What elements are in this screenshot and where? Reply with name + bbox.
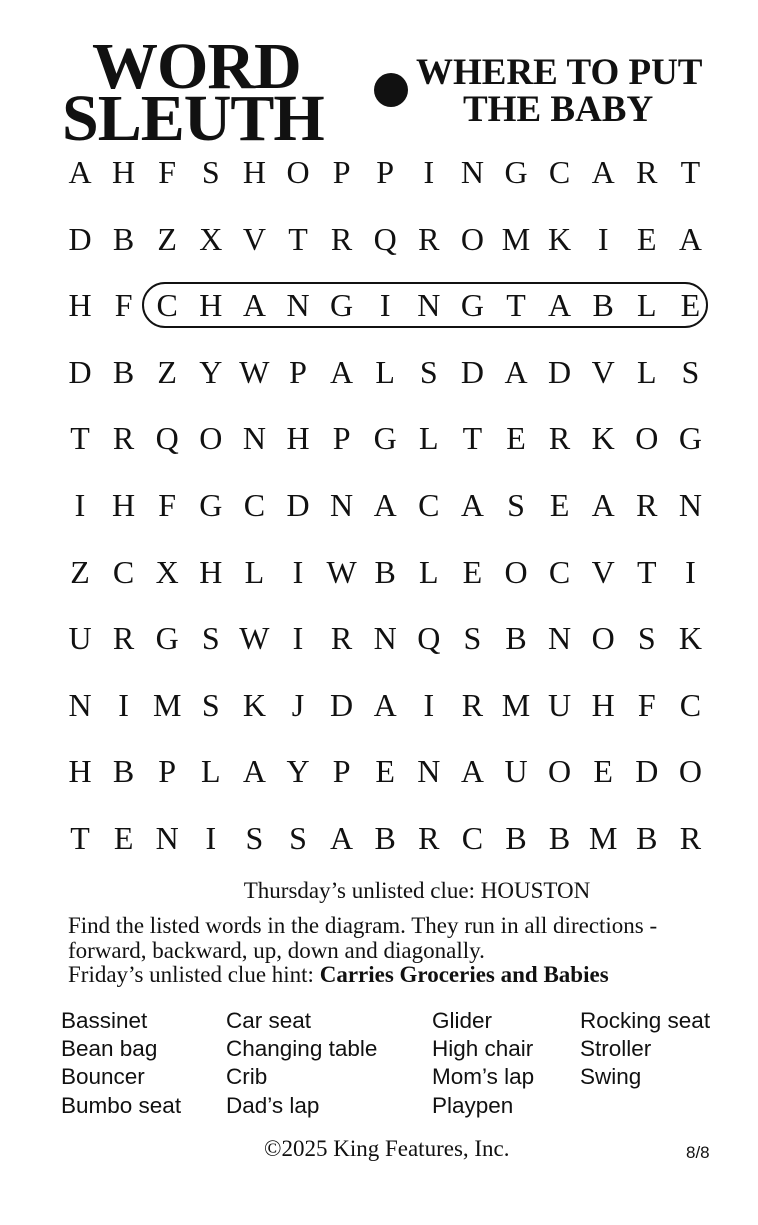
grid-letter: X [155,553,179,590]
theme-line-2: THE BABY [463,89,654,130]
word-list-item: Crib [226,1064,268,1090]
grid-letter: T [462,420,483,457]
grid-letter: S [419,353,438,390]
grid-letter: N [678,487,702,523]
grid-letter: R [418,820,440,856]
grid-letter: G [460,287,484,324]
grid-letter: C [461,820,484,856]
grid-letter: Q [373,220,397,257]
grid-letter: M [501,686,531,723]
grid-letter: B [374,820,396,856]
grid-letter: A [591,154,615,190]
instructions [68,914,657,988]
grid-letter: E [462,553,483,590]
grid-letter: W [326,553,357,590]
grid-letter: K [678,620,702,657]
grid-letter: B [505,620,527,657]
grid-letter: E [593,753,613,790]
grid-letter: D [548,353,572,390]
grid-letter: I [423,154,435,190]
grid-letter: K [242,686,266,723]
grid-letter: S [289,820,307,856]
grid-letter: N [417,753,441,790]
grid-letter: P [158,753,177,790]
grid-letter: A [460,753,484,790]
grid-letter: T [70,820,90,856]
grid-letter: O [504,553,528,590]
grid-letter: T [680,154,701,190]
grid-letter: R [636,487,658,523]
grid-letter: B [636,820,658,856]
unlisted-clue [0,878,758,904]
grid-letter: A [242,753,266,790]
grid-letter: R [112,420,135,457]
copyright: ©2025 King Features, Inc. [264,1136,510,1161]
grid-letter: B [592,287,614,324]
grid-letter: H [68,287,92,324]
grid-letter: O [635,420,659,457]
grid-letter: K [591,420,615,457]
grid-letter: C [418,487,440,523]
grid-letter: N [155,820,179,856]
grid-letter: D [330,686,354,723]
grid-letter: P [332,753,351,790]
grid-letter: S [637,620,656,657]
grid-letter: O [591,620,615,657]
grid-letter: A [330,353,354,390]
grid-letter: O [286,154,310,190]
grid-letter: V [591,353,615,390]
grid-letter: B [112,353,135,390]
grid-letter: D [68,353,92,390]
grid-letter: L [637,287,657,324]
grid-letter: L [375,353,395,390]
grid-letter: I [205,820,217,856]
instructions-line-1: Find the listed words in the diagram. They run in all directions - [68,913,658,938]
grid-letter: I [379,287,391,324]
grid-letter: F [637,686,656,723]
grid-letter: T [637,553,657,590]
word-list-item: Bouncer [61,1064,145,1090]
grid-letter: F [158,154,177,190]
grid-letter: N [286,287,310,324]
grid-letter: G [678,420,702,457]
grid-letter: O [678,753,702,790]
word-list-item: Swing [580,1064,642,1090]
grid-letter: Q [417,620,441,657]
grid-letter: E [549,487,570,523]
grid-letter: G [330,287,354,324]
grid-letter: U [548,686,572,723]
grid-letter: S [245,820,264,856]
hint-line [68,963,657,988]
grid-letter: A [548,287,572,324]
word-list-item: Rocking seat [580,1008,711,1033]
word-list-item: High chair [432,1036,534,1062]
grid-letter: B [505,820,527,856]
grid-letter: C [548,154,571,190]
word-list-item: Bean bag [61,1036,158,1062]
word-list-item: Changing table [226,1036,378,1062]
word-list-column-1 [61,1007,181,1120]
grid-letter: P [332,154,351,190]
grid-letter: Q [155,420,179,457]
grid-letter: T [70,420,90,457]
grid-letter: D [68,220,92,257]
grid-letter: A [373,487,397,523]
grid-letter: R [112,620,135,657]
grid-letter: N [373,620,397,657]
grid-letter: F [158,487,177,523]
grid-letter: I [292,553,304,590]
grid-letter: V [591,553,615,590]
word-list-item: Playpen [432,1092,514,1118]
title-word: WORD [92,30,301,103]
grid-letter: L [201,753,221,790]
grid-letter: R [330,620,353,657]
grid-letter: N [242,420,266,457]
grid-letter: A [504,353,528,390]
grid-letter: E [506,420,526,457]
grid-letter: S [201,686,220,723]
grid-letter: B [374,553,396,590]
grid-letter: D [635,753,659,790]
grid-letter: C [156,287,178,324]
grid-letter: L [419,420,439,457]
grid-letter: E [680,287,701,324]
grid-letter: P [332,420,351,457]
hint-label: Friday’s unlisted clue hint: [68,962,320,987]
grid-letter: H [199,287,223,324]
grid-letter: A [242,287,266,324]
grid-letter: T [288,220,308,257]
grid-letter: I [597,220,609,257]
grid-letter: G [504,154,528,190]
grid-letter: H [591,686,615,723]
grid-letter: L [419,553,439,590]
grid-letter: M [501,220,531,257]
grid-letter: L [637,353,657,390]
grid-letter: Z [157,353,177,390]
grid-letter: R [418,220,440,257]
grid-letter: D [286,487,310,523]
grid-letter: B [548,820,571,856]
grid-letter: U [68,620,92,657]
grid-letter: A [591,487,615,523]
grid-letter: G [155,620,179,657]
grid-letter: Z [157,220,177,257]
grid-letter: C [679,686,702,723]
grid-letter: I [292,620,304,657]
grid-letter: P [289,353,307,390]
grid-letter: S [201,154,220,190]
grid-letter: C [548,553,571,590]
grid-letter: R [330,220,353,257]
grid-letter: T [506,287,526,324]
grid-letter: W [239,620,270,657]
word-list-column-2 [226,1007,377,1120]
grid-letter: I [423,686,435,723]
grid-letter: J [291,686,305,723]
word-list-item: Car seat [226,1008,312,1033]
grid-letter: N [460,154,484,190]
grid-letter: Z [70,553,90,590]
grid-letter: H [286,420,310,457]
grid-letter: S [201,620,220,657]
grid-letter: X [199,220,223,257]
grid-letter: R [461,686,484,723]
grid-letter: Y [286,753,310,790]
title-sleuth: SLEUTH [62,82,324,155]
grid-letter: A [678,220,702,257]
grid-letter: V [242,220,266,257]
word-list-item: Stroller [580,1036,652,1062]
grid-letter: A [460,487,484,523]
grid-letter: P [376,154,395,190]
grid-letter: I [118,686,129,723]
grid-letter: U [504,753,528,790]
grid-letter: H [112,487,136,523]
grid-letter: A [373,686,397,723]
grid-letter: G [199,487,223,523]
theme-line-1: WHERE TO PUT [416,52,703,93]
clue-answer: HOUSTON [480,878,591,903]
grid-letter: E [375,753,395,790]
grid-letter: E [637,220,657,257]
grid-letter: I [74,487,86,523]
instructions-line-2: forward, backward, up, down and diagonally. [68,937,485,963]
grid-letter: O [460,220,484,257]
grid-letter: H [68,753,92,790]
grid-letter: G [373,420,397,457]
grid-letter: O [199,420,223,457]
grid-letter: L [244,553,265,590]
word-list-column-3 [432,1007,534,1120]
grid-letter: B [112,753,135,790]
grid-letter: A [330,820,354,856]
grid-letter: O [548,753,572,790]
grid-letter: S [681,353,700,390]
grid-letter: S [463,620,482,657]
grid-letter: M [588,820,618,856]
grid-letter: F [114,287,133,324]
word-list-item: Bassinet [61,1008,148,1033]
grid-letter: W [239,353,270,390]
grid-letter: N [417,287,441,324]
grid-letter: H [112,154,136,190]
grid-letter: C [243,487,266,523]
grid-letter: S [507,487,525,523]
grid-letter: Y [199,353,223,390]
grid-letter: H [242,154,266,190]
grid-letter: R [636,154,658,190]
grid-letter: A [68,154,92,190]
word-list-column-4 [580,1007,710,1092]
grid-letter: M [152,686,182,723]
grid-letter: C [112,553,135,590]
word-list-item: Dad’s lap [226,1092,320,1118]
grid-letter: N [330,487,354,523]
clue-label: Thursday’s unlisted clue: [243,878,481,903]
puzzle-date: 8/8 [686,1143,710,1162]
word-list-item: Bumbo seat [61,1092,182,1118]
grid-letter: N [548,620,572,657]
word-list-item: Mom’s lap [432,1064,535,1090]
grid-letter: I [685,553,696,590]
hint-text: Carries Groceries and Babies [319,962,609,987]
grid-letter: D [460,353,484,390]
grid-letter: N [68,686,92,723]
grid-letter: R [679,820,702,856]
grid-letter: H [199,553,223,590]
grid-letter: R [548,420,571,457]
grid-letter: K [548,220,572,257]
grid-letter: E [113,820,134,856]
grid-letter: B [112,220,135,257]
word-list-item: Glider [432,1008,493,1033]
